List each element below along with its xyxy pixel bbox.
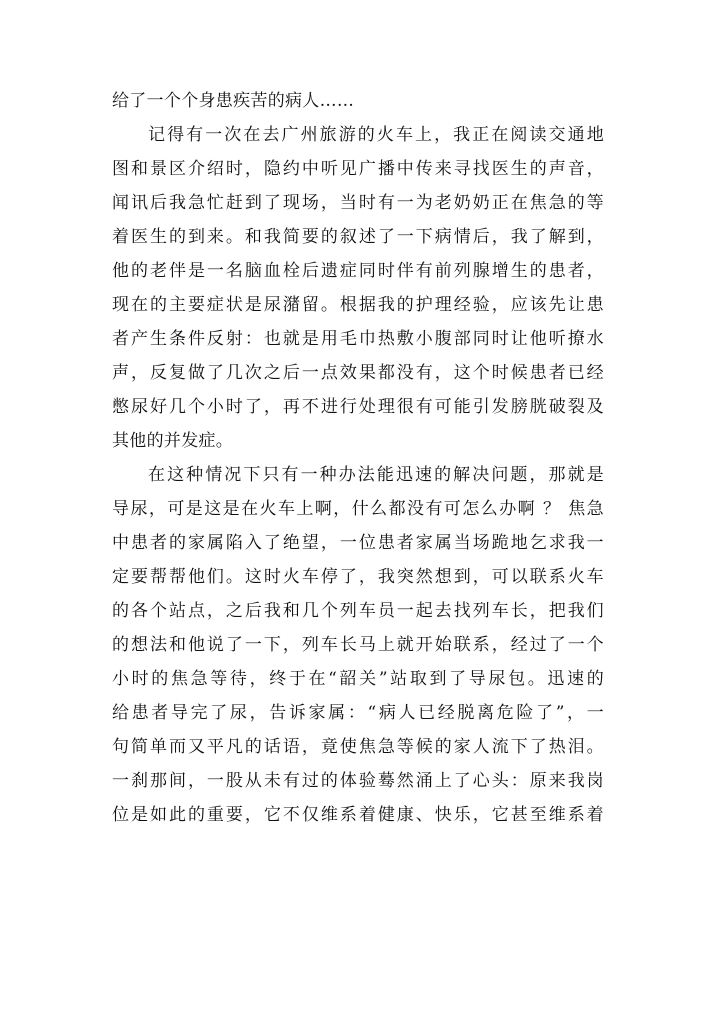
text-line: 小时的焦急等待，终于在“韶关”站取到了导尿包。迅速的 [112,669,604,689]
text-line: 句简单而又平凡的话语，竟使焦急等候的家人流下了热泪。 [112,737,604,757]
text-line: 他的老伴是一名脑血栓后遗症同时伴有前列腺增生的患者， [112,261,604,281]
paragraph-first-line: 记得有一次在去广州旅游的火车上，我正在阅读交通地 [148,125,604,145]
text-line: 闻讯后我急忙赶到了现场，当时有一为老奶奶正在焦急的等 [112,193,604,213]
text-line: 现在的主要症状是尿潴留。根据我的护理经验，应该先让患 [112,295,604,315]
text-line: 者产生条件反射：也就是用毛巾热敷小腹部同时让他听撩水 [112,329,604,349]
text-line: 着医生的到来。和我简要的叙述了一下病情后，我了解到， [112,227,604,247]
text-line: 给患者导完了尿，告诉家属：“病人已经脱离危险了”，一 [112,703,604,723]
text-line: 位是如此的重要，它不仅维系着健康、快乐，它甚至维系着 [112,805,604,825]
text-line: 一刹那间，一股从未有过的体验蓦然涌上了心头：原来我岗 [112,771,604,791]
text-line: 的各个站点，之后我和几个列车员一起去找列车长，把我们 [112,601,604,621]
text-line: 中患者的家属陷入了绝望，一位患者家属当场跪地乞求我一 [112,533,604,553]
text-line: 的想法和他说了一下，列车长马上就开始联系，经过了一个 [112,635,604,655]
text-line: 憋尿好几个小时了，再不进行处理很有可能引发膀胱破裂及 [112,397,604,417]
text-line: 给了一个个身患疾苦的病人…… [112,91,355,111]
paragraph-first-line: 在这种情况下只有一种办法能迅速的解决问题，那就是 [148,465,604,485]
text-line: 声，反复做了几次之后一点效果都没有，这个时候患者已经 [112,363,604,383]
text-line: 导尿，可是这是在火车上啊，什么都没有可怎么办啊 ？ 焦急 [112,499,604,519]
paragraph-last-line: 其他的并发症。 [112,431,234,451]
text-line: 图和景区介绍时，隐约中听见广播中传来寻找医生的声音， [112,159,604,179]
body-text [112,84,604,832]
text-line: 定要帮帮他们。这时火车停了，我突然想到，可以联系火车 [112,567,604,587]
